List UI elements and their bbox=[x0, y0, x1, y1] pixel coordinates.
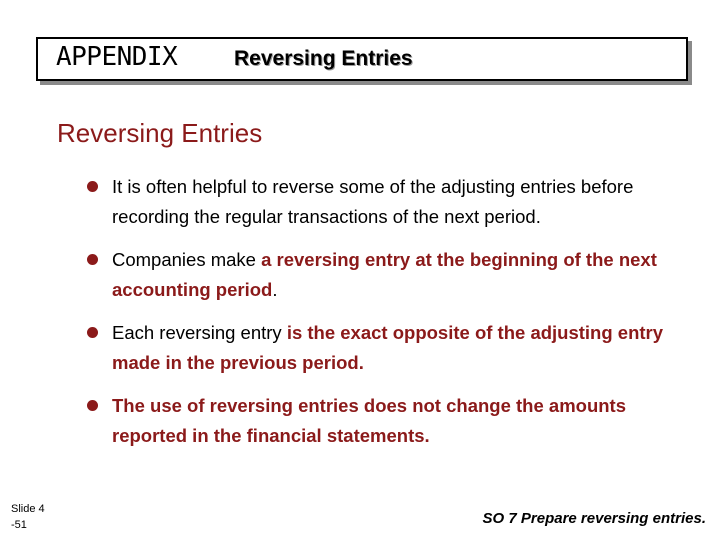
header-app-label: APPENDIX bbox=[56, 42, 178, 72]
bullet-icon bbox=[87, 181, 98, 192]
slide-title: Reversing Entries bbox=[57, 118, 263, 148]
slide-number-line2: -51 bbox=[11, 519, 27, 531]
bullet-icon bbox=[87, 254, 98, 265]
bullet-icon bbox=[87, 400, 98, 411]
study-objective: SO 7 Prepare reversing entries. bbox=[482, 510, 706, 527]
bullet-list bbox=[90, 172, 690, 464]
bullet-text: Each reversing entry bbox=[112, 322, 287, 343]
bullet-highlight-text: is the exact opposite of the adjusting entry made in the previous period. bbox=[112, 322, 664, 373]
bullet-highlight-text: The use of reversing entries does not change the amounts reported in the financial statements. bbox=[112, 395, 626, 446]
bullet-text: It is often helpful to reverse some of the adjusting entries before recording the regular transactions of the next period. bbox=[112, 176, 634, 227]
slide-number bbox=[11, 501, 45, 533]
header-banner bbox=[36, 37, 688, 81]
bullet-highlight-text: a reversing entry at the beginning of the next accounting period bbox=[112, 249, 657, 300]
header-topic-label: Reversing Entries bbox=[234, 47, 413, 70]
bullet-text: Companies make bbox=[112, 249, 262, 270]
bullet-item-2 bbox=[90, 245, 690, 305]
bullet-text: . bbox=[272, 279, 278, 300]
bullet-icon bbox=[87, 327, 98, 338]
bullet-item-3 bbox=[90, 318, 690, 378]
bullet-item-4 bbox=[90, 391, 690, 451]
slide-number-line1: Slide 4 bbox=[11, 503, 45, 515]
bullet-item-1 bbox=[90, 172, 690, 232]
